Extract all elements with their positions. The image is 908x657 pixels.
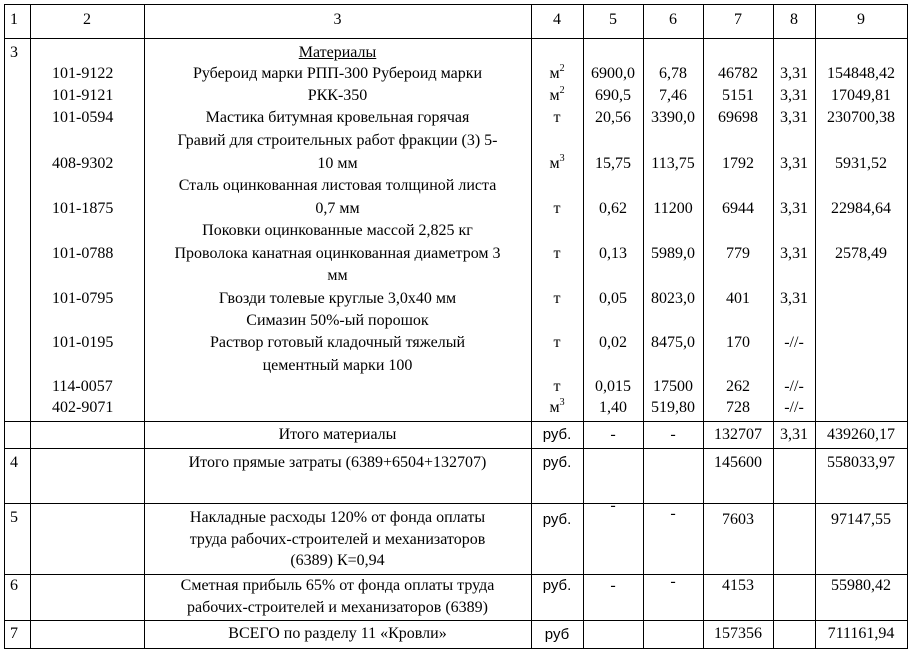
- material-code: 101-9122: [52, 65, 114, 82]
- price-cell: 3390,0: [651, 109, 695, 126]
- price-cell: 8475,0: [651, 334, 695, 351]
- unit-cell: руб.: [542, 454, 572, 471]
- grid-line: [4, 38, 907, 39]
- index-cell: 3,31: [780, 245, 808, 262]
- material-name: Раствор готовый кладочный тяжелый: [209, 334, 466, 351]
- cost-cell: 69698: [718, 109, 758, 126]
- material-code: 408-9302: [52, 155, 114, 172]
- material-unit: [531, 86, 583, 106]
- material-name: Поковки оцинкованные массой 2,825 кг: [202, 222, 473, 239]
- grid-line: [4, 4, 5, 649]
- row-number: 5: [10, 509, 18, 526]
- unit-cell: руб.: [542, 426, 572, 443]
- cost-cell: 1792: [722, 155, 754, 172]
- material-unit: [531, 377, 583, 397]
- total-cell: 711161,94: [827, 625, 895, 642]
- header-cell: 9: [857, 11, 865, 28]
- grid-line: [4, 4, 907, 5]
- material-unit: [531, 64, 583, 84]
- cost-cell: 46782: [718, 65, 758, 82]
- cost-cell: 4153: [722, 577, 754, 594]
- row-number: 4: [10, 454, 18, 471]
- row-number: 7: [10, 625, 18, 642]
- cost-cell: 157356: [714, 625, 762, 642]
- dash-cell: -: [610, 426, 616, 443]
- index-cell: 3,31: [780, 290, 808, 307]
- unit-exponent: 2: [559, 85, 565, 96]
- unit-exponent: 3: [559, 153, 565, 164]
- quantity-cell: 0,015: [595, 378, 631, 395]
- unit-text: т: [553, 245, 561, 262]
- index-cell: 3,31: [780, 426, 808, 443]
- material-name: мм: [327, 267, 348, 284]
- total-cell: 558033,97: [827, 454, 895, 471]
- quantity-cell: 0,62: [599, 200, 627, 217]
- row-number: 6: [10, 577, 18, 594]
- dash-cell: -: [610, 497, 616, 514]
- dash-cell: -: [610, 577, 616, 594]
- row-label: Итого материалы: [278, 426, 397, 443]
- unit-text: м: [549, 65, 560, 82]
- total-cell: 2578,49: [835, 245, 887, 262]
- cost-cell: 5151: [722, 87, 754, 104]
- header-cell: 6: [669, 11, 677, 28]
- total-cell: 55980,42: [831, 577, 891, 594]
- total-cell: 230700,38: [827, 109, 895, 126]
- price-cell: 17500: [653, 378, 693, 395]
- unit-text: м: [549, 399, 560, 416]
- index-cell: 3,31: [780, 155, 808, 172]
- material-name: РКК-350: [307, 87, 368, 104]
- price-cell: 8023,0: [651, 290, 695, 307]
- unit-text: м: [549, 87, 560, 104]
- material-unit: [531, 333, 583, 353]
- cost-cell: 401: [726, 290, 750, 307]
- material-unit: [531, 244, 583, 264]
- material-unit: [531, 108, 583, 128]
- material-unit: [531, 398, 583, 418]
- quantity-cell: 0,02: [599, 334, 627, 351]
- index-cell: 3,31: [780, 200, 808, 217]
- cost-cell: 728: [726, 399, 750, 416]
- row-label: Итого прямые затраты (6389+6504+132707): [188, 454, 487, 471]
- total-cell: 22984,64: [831, 200, 891, 217]
- cost-cell: 6944: [722, 200, 754, 217]
- grid-line: [4, 503, 907, 504]
- header-cell: 4: [553, 11, 561, 28]
- index-cell: 3,31: [780, 87, 808, 104]
- unit-exponent: 2: [559, 63, 565, 74]
- index-cell: 3,31: [780, 109, 808, 126]
- cost-cell: 170: [726, 334, 750, 351]
- header-cell: 3: [333, 11, 342, 28]
- material-unit: [531, 289, 583, 309]
- total-cell: 97147,55: [831, 511, 891, 528]
- price-cell: 5989,0: [651, 245, 695, 262]
- header-cell: 8: [790, 11, 798, 28]
- cost-cell: 132707: [714, 426, 762, 443]
- dash-cell: -: [670, 426, 676, 443]
- total-cell: 154848,42: [827, 65, 895, 82]
- grid-line: [4, 574, 907, 575]
- material-name: Проволока канатная оцинкованная диаметром 3: [174, 245, 501, 262]
- unit-cell: руб.: [542, 511, 572, 528]
- row-label: труда рабочих-строителей и механизаторов: [189, 531, 486, 548]
- total-cell: 439260,17: [827, 426, 895, 443]
- material-name: Гвозди толевые круглые 3,0х40 мм: [218, 290, 457, 307]
- header-cell: 7: [734, 11, 742, 28]
- material-code: 114-0057: [52, 378, 113, 395]
- price-cell: 7,46: [659, 87, 687, 104]
- index-cell: -//-: [784, 399, 804, 416]
- row-label: ВСЕГО по разделу 11 «Кровли»: [228, 625, 447, 642]
- material-code: 101-1875: [52, 200, 114, 217]
- grid-line: [4, 448, 907, 449]
- quantity-cell: 6900,0: [591, 65, 635, 82]
- quantity-cell: 0,13: [599, 245, 627, 262]
- unit-text: т: [553, 200, 561, 217]
- total-cell: 5931,52: [835, 155, 887, 172]
- header-cell: 5: [609, 11, 617, 28]
- material-name: Симазин 50%-ый порошок: [246, 312, 429, 329]
- quantity-cell: 20,56: [595, 109, 631, 126]
- unit-text: т: [553, 290, 561, 307]
- material-name: цементный марки 100: [262, 357, 413, 374]
- grid-line: [4, 421, 907, 422]
- unit-cell: руб.: [542, 577, 572, 594]
- unit-text: т: [553, 378, 561, 395]
- price-cell: 6,78: [659, 65, 687, 82]
- header-cell: 1: [10, 11, 18, 28]
- unit-exponent: 3: [559, 397, 565, 408]
- material-code: 101-9121: [52, 87, 114, 104]
- unit-text: т: [553, 334, 561, 351]
- row-label: Сметная прибыль 65% от фонда оплаты труда: [180, 577, 495, 594]
- row-number: 3: [10, 44, 18, 61]
- material-name: Мастика битумная кровельная горячая: [205, 109, 470, 126]
- material-unit: [531, 199, 583, 219]
- total-cell: 17049,81: [831, 87, 891, 104]
- grid-line: [30, 4, 31, 649]
- quantity-cell: 0,05: [599, 290, 627, 307]
- row-label: Накладные расходы 120% от фонда оплаты: [189, 509, 486, 526]
- price-cell: 519,80: [651, 399, 695, 416]
- price-cell: 11200: [653, 200, 693, 217]
- unit-text: м: [549, 155, 560, 172]
- index-cell: -//-: [784, 378, 804, 395]
- material-name: Рубероид марки РПП-300 Рубероид марки: [192, 65, 483, 82]
- materials-heading: Материалы: [298, 44, 377, 61]
- price-cell: 113,75: [651, 155, 695, 172]
- quantity-cell: 690,5: [595, 87, 631, 104]
- row-label: рабочих-строителей и механизаторов (6389): [187, 599, 488, 616]
- row-label: (6389) К=0,94: [290, 552, 385, 569]
- material-unit: [531, 154, 583, 174]
- cost-cell: 262: [726, 378, 750, 395]
- quantity-cell: 1,40: [599, 399, 627, 416]
- index-cell: -//-: [784, 334, 804, 351]
- material-name: 10 мм: [317, 155, 358, 172]
- index-cell: 3,31: [780, 65, 808, 82]
- cost-cell: 7603: [722, 511, 754, 528]
- unit-cell: руб: [544, 626, 570, 643]
- header-cell: 2: [83, 11, 91, 28]
- cost-cell: 145600: [714, 454, 762, 471]
- material-code: 101-0195: [52, 334, 114, 351]
- grid-line: [4, 620, 907, 621]
- material-code: 101-0594: [52, 109, 114, 126]
- grid-line: [4, 648, 907, 649]
- dash-cell: -: [670, 505, 676, 522]
- material-code: 402-9071: [52, 399, 114, 416]
- material-name: Сталь оцинкованная листовая толщиной листа: [178, 177, 497, 194]
- material-code: 101-0795: [52, 290, 114, 307]
- unit-text: т: [553, 109, 561, 126]
- dash-cell: -: [670, 573, 676, 590]
- quantity-cell: 15,75: [595, 155, 631, 172]
- cost-cell: 779: [726, 245, 750, 262]
- material-name: 0,7 мм: [315, 200, 360, 217]
- material-name: Гравий для строительных работ фракции (3) 5-: [177, 132, 498, 149]
- material-code: 101-0788: [52, 245, 114, 262]
